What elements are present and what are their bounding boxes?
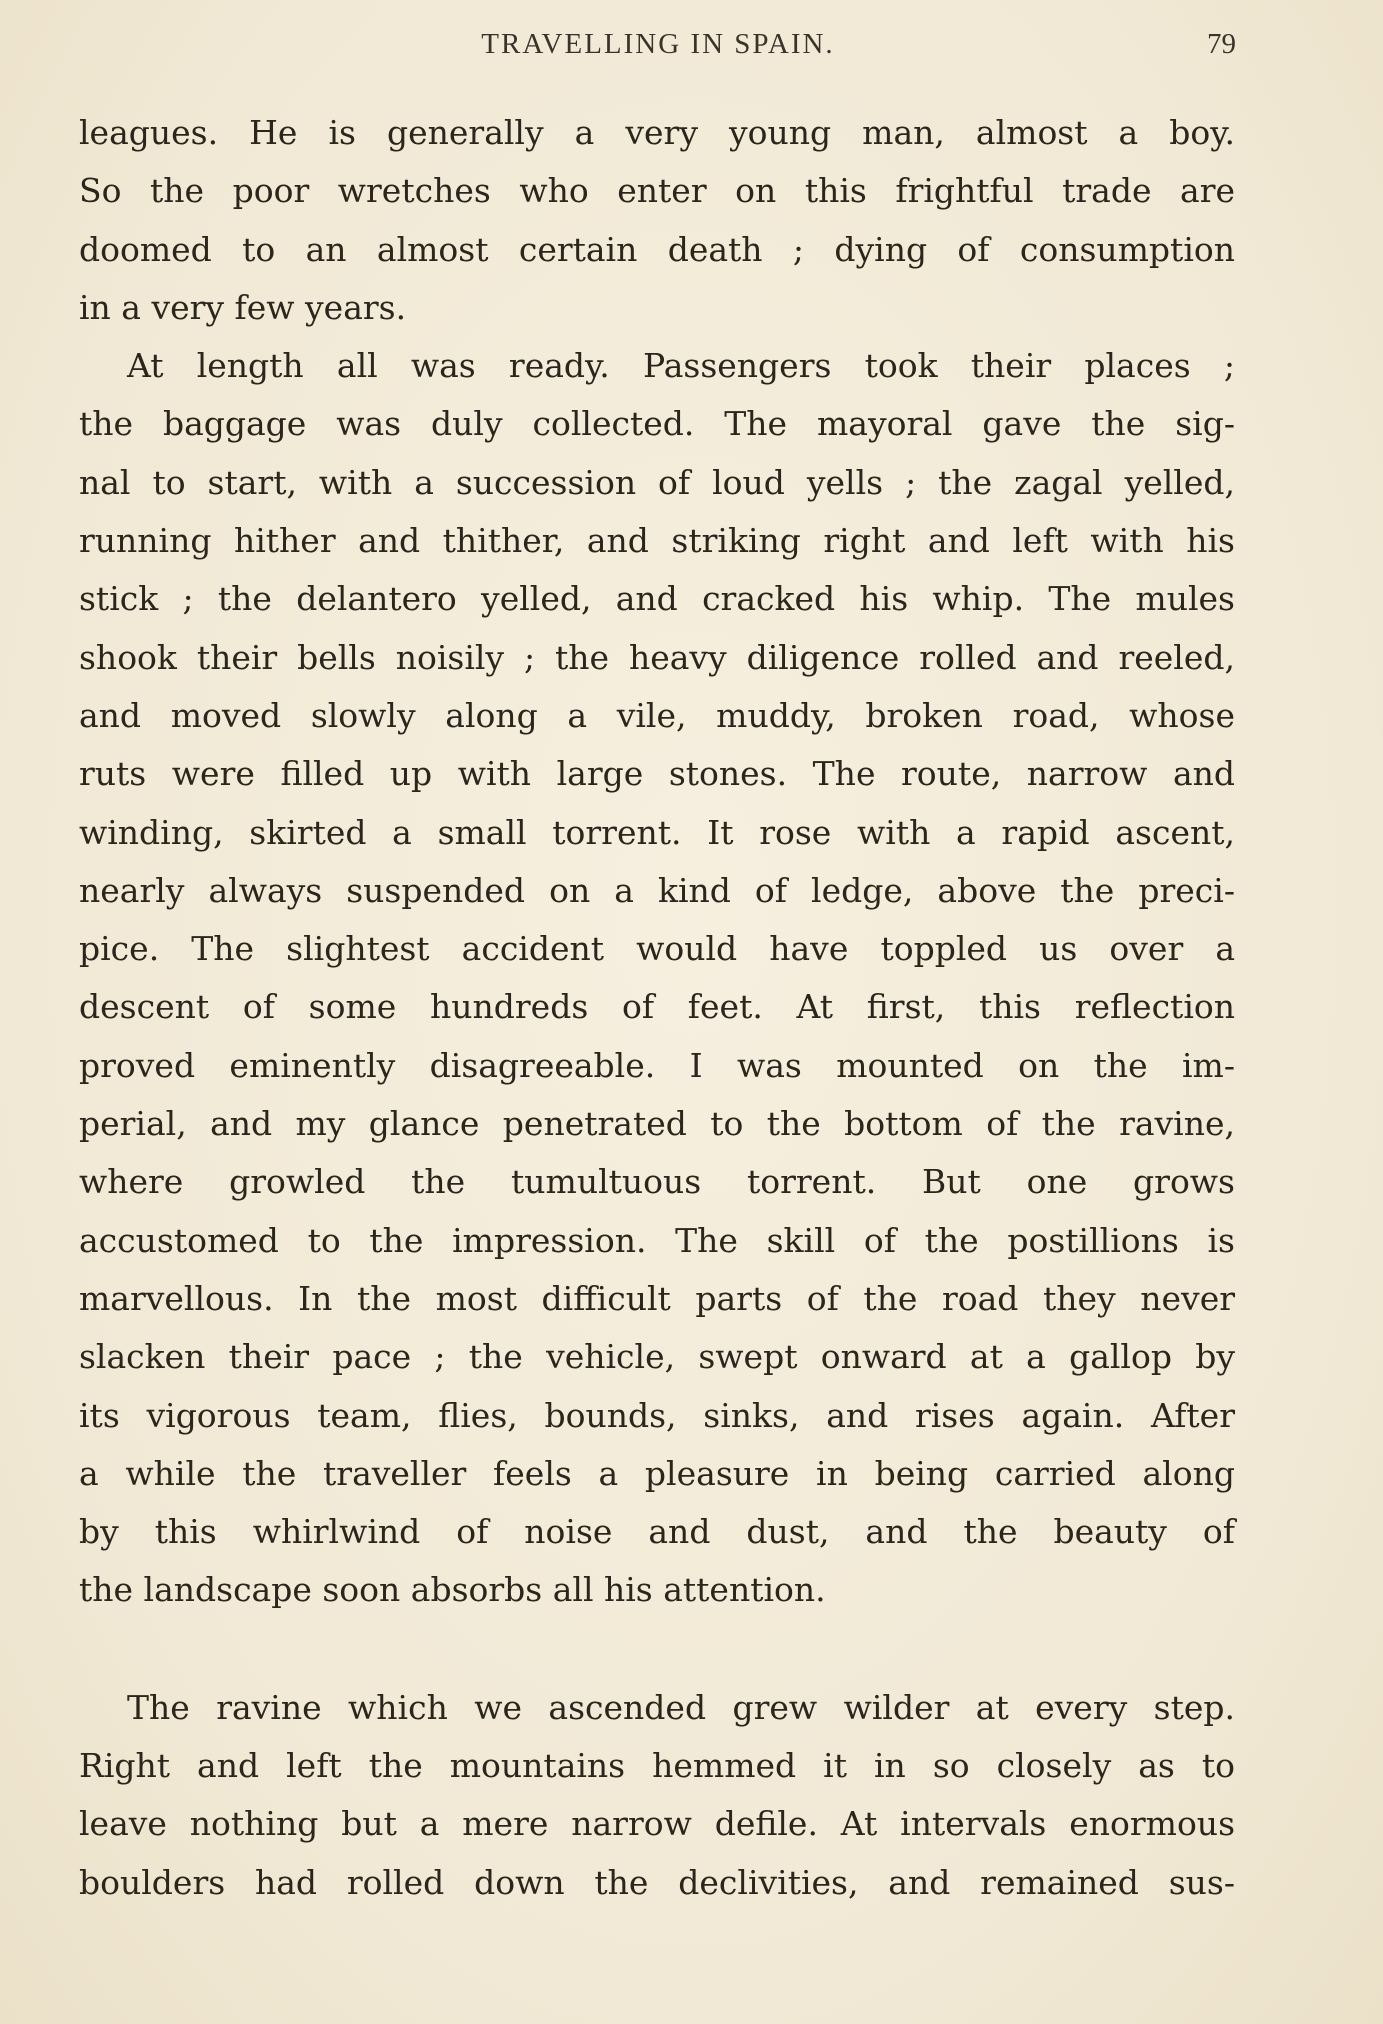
- text-line: leave nothing but a mere narrow defile. At intervals enormous: [79, 1804, 1235, 1844]
- text-line: winding, skirted a small torrent. It rose with a rapid ascent,: [79, 812, 1235, 852]
- paragraph-3: [79, 1679, 1235, 1912]
- text-line: accustomed to the impression. The skill of the postillions is: [79, 1220, 1235, 1260]
- text-line: proved eminently disagreeable. I was mounted on the im-: [79, 1045, 1235, 1085]
- text-line: So the poor wretches who enter on this frightful trade are: [79, 171, 1235, 211]
- text-line: running hither and thither, and striking right and left with his: [79, 521, 1235, 561]
- text-line: where growled the tumultuous torrent. But one grows: [79, 1162, 1235, 1202]
- running-head: [80, 28, 1236, 68]
- text-line: marvellous. In the most difficult parts of the road they never: [79, 1278, 1235, 1318]
- text-line: pice. The slightest accident would have toppled us over a: [79, 929, 1235, 969]
- text-line: doomed to an almost certain death ; dying of consumption: [79, 229, 1235, 269]
- text-line: descent of some hundreds of feet. At first, this reflection: [79, 987, 1235, 1027]
- page-number: 79: [1207, 28, 1236, 60]
- text-line: Right and left the mountains hemmed it in so closely as to: [79, 1746, 1235, 1786]
- text-line: nal to start, with a succession of loud yells ; the zagal yelled,: [79, 462, 1235, 502]
- text-line: and moved slowly along a vile, muddy, broken road, whose: [79, 695, 1235, 735]
- text-line: perial, and my glance penetrated to the bottom of the ravine,: [79, 1104, 1235, 1144]
- paragraph-1: [79, 104, 1235, 337]
- text-line: leagues. He is generally a very young man, almost a boy.: [79, 113, 1235, 152]
- text-line: slacken their pace ; the vehicle, swept onward at a gallop by: [79, 1337, 1235, 1377]
- text-line: The ravine which we ascended grew wilder at every step.: [127, 1687, 1235, 1727]
- text-line: in a very few years.: [79, 287, 407, 327]
- text-line: the baggage was duly collected. The mayoral gave the sig-: [79, 404, 1235, 444]
- text-line: a while the traveller feels a pleasure in being carried along: [79, 1453, 1235, 1493]
- text-line: shook their bells noisily ; the heavy diligence rolled and reeled,: [79, 637, 1235, 677]
- text-line: stick ; the delantero yelled, and cracked his whip. The mules: [79, 579, 1235, 619]
- paragraph-gap: [79, 1620, 1235, 1679]
- text-line: its vigorous team, flies, bounds, sinks, and rises again. After: [79, 1395, 1235, 1435]
- text-line: the landscape soon absorbs all his attention.: [79, 1570, 826, 1610]
- text-line: boulders had rolled down the declivities, and remained sus-: [79, 1862, 1235, 1902]
- text-line: ruts were filled up with large stones. The route, narrow and: [79, 754, 1235, 794]
- text-line: nearly always suspended on a kind of ledge, above the preci-: [79, 870, 1235, 910]
- text-line: by this whirlwind of noise and dust, and the beauty of: [79, 1512, 1235, 1552]
- text-line: At length all was ready. Passengers took their places ;: [127, 346, 1235, 386]
- paragraph-2: [79, 337, 1235, 1620]
- running-head-title: TRAVELLING IN SPAIN.: [481, 28, 835, 60]
- body-text: [79, 104, 1235, 1912]
